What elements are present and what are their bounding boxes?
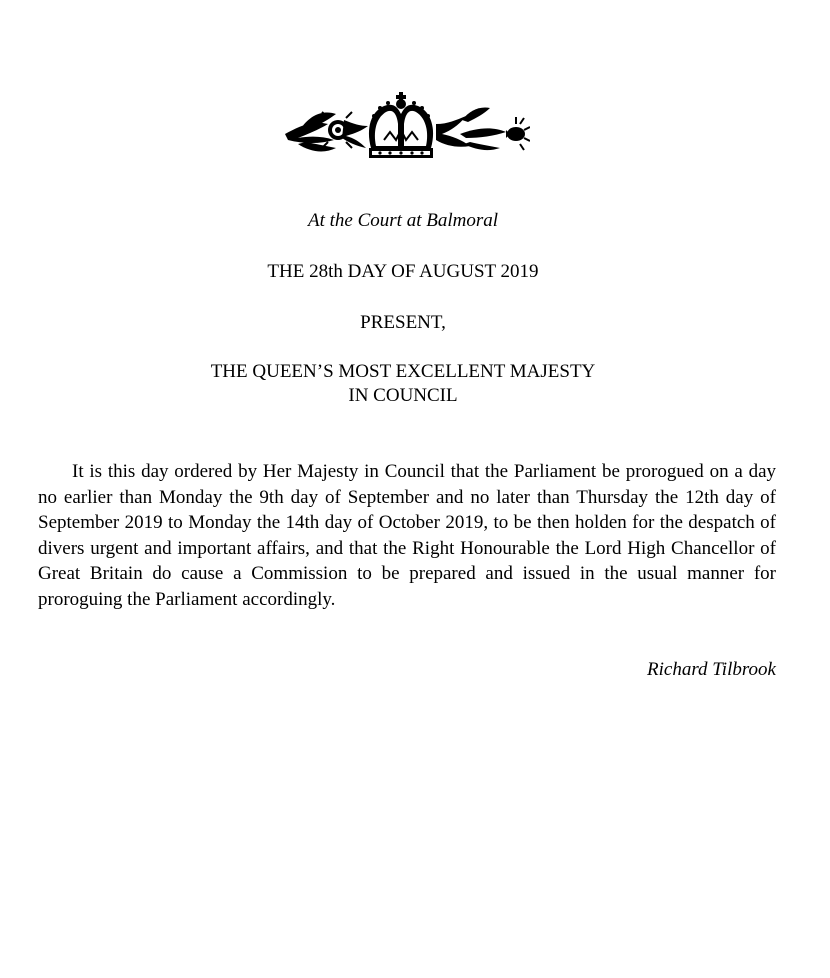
order-text: It is this day ordered by Her Majesty in Council that the Parliament be prorogued on a day no earlier than Monday the 9th day of September and no later than Thursday the 12th day of September 2019 to Monday the 14th day of October 2019, to be then holden for the despatch of divers urgent and important affairs, and that the Right Honourable the Lord High Chancellor of Great Britain do cause a Commission to be prepared and issued in the usual manner for proroguing the Parliament accordingly.	[38, 461, 776, 610]
majesty-heading-line1: THE QUEEN’S MOST EXCELLENT MAJESTY	[210, 361, 596, 382]
court-location: At the Court at Balmoral	[308, 210, 498, 231]
royal-crown-crest-icon	[280, 90, 530, 170]
order-date: THE 28th DAY OF AUGUST 2019	[267, 261, 539, 282]
signatory-name: Richard Tilbrook	[647, 659, 776, 680]
majesty-heading-line2: IN COUNCIL	[348, 385, 458, 406]
present-heading: PRESENT,	[360, 312, 446, 333]
